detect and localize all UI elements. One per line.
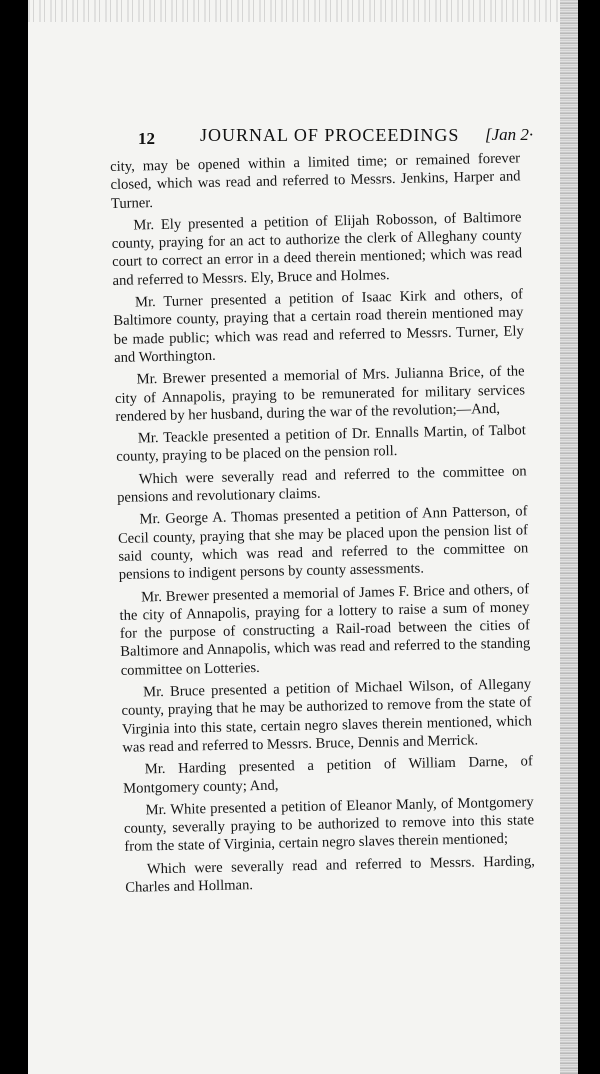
page-edge <box>560 0 578 1074</box>
paragraph: city, may be opened within a limited time; or remained forever closed, which was read and referred to Messrs. Jenkins, Harper and Turner. <box>110 150 521 212</box>
scan-noise <box>28 0 560 22</box>
paragraph: Mr. George A. Thomas presented a petition of Ann Patterson, of Cecil county, praying that she may be placed upon the pension list of said county, which was read and referred to the committee on pensions to indigent persons by county assessments. <box>117 503 529 584</box>
paragraph: Mr. Harding presented a petition of William Darne, of Montgomery county; And, <box>123 753 533 797</box>
paragraph: Mr. Brewer presented a memorial of Mrs. Julianna Brice, of the city of Annapolis, praying to be remunerated for military services rendered by her husband, during the war of the revolution;—And, <box>114 363 526 425</box>
page-header <box>138 122 548 150</box>
paragraph: Which were severally read and referred to the committee on pensions and revolutionary claims. <box>116 463 527 506</box>
paragraph: Mr. Teackle presented a petition of Dr. Ennalls Martin, of Talbot county, praying to be placed on the pension roll. <box>116 422 526 466</box>
paragraph: Mr. White presented a petition of Eleanor Manly, of Montgomery county, severally praying to be authorized to remove into this state from the state of Virginia, certain negro slaves therein mentioned; <box>123 794 535 856</box>
date-mark: [Jan 2· <box>485 125 534 144</box>
running-title: JOURNAL OF PROCEEDINGS <box>200 125 460 145</box>
paragraph: Mr. Ely presented a petition of Elijah Robosson, of Baltimore county, praying for an act to authorize the clerk of Alleghany county court to correct an error in a deed therein mentioned; which was read and referred to Messrs. Ely, Bruce and Holmes. <box>111 209 523 289</box>
paragraph: Mr. Brewer presented a memorial of James F. Brice and others, of the city of Annapolis, praying for a lottery to raise a sum of money for the purpose of constructing a Rail-road between the cities of Baltimore and Annapolis, which was read and referred to the standing committee on Lotteries. <box>119 580 531 679</box>
paragraph: Which were severally read and referred to Messrs. Harding, Charles and Hollman. <box>125 852 535 896</box>
paragraph: Mr. Turner presented a petition of Isaac Kirk and others, of Baltimore county, praying that a certain road therein mentioned may be made public; which was read and referred to Messrs. Turner, Ely and Worthington. <box>113 286 524 366</box>
body-text <box>110 149 535 897</box>
page-number: 12 <box>138 129 155 148</box>
paragraph: Mr. Bruce presented a petition of Michael Wilson, of Allegany county, praying that he may be authorized to remove from the state of Virginia into this state, certain negro slaves therein mentioned, which was read and referred to Messrs. Bruce, Dennis and Merrick. <box>121 676 533 756</box>
